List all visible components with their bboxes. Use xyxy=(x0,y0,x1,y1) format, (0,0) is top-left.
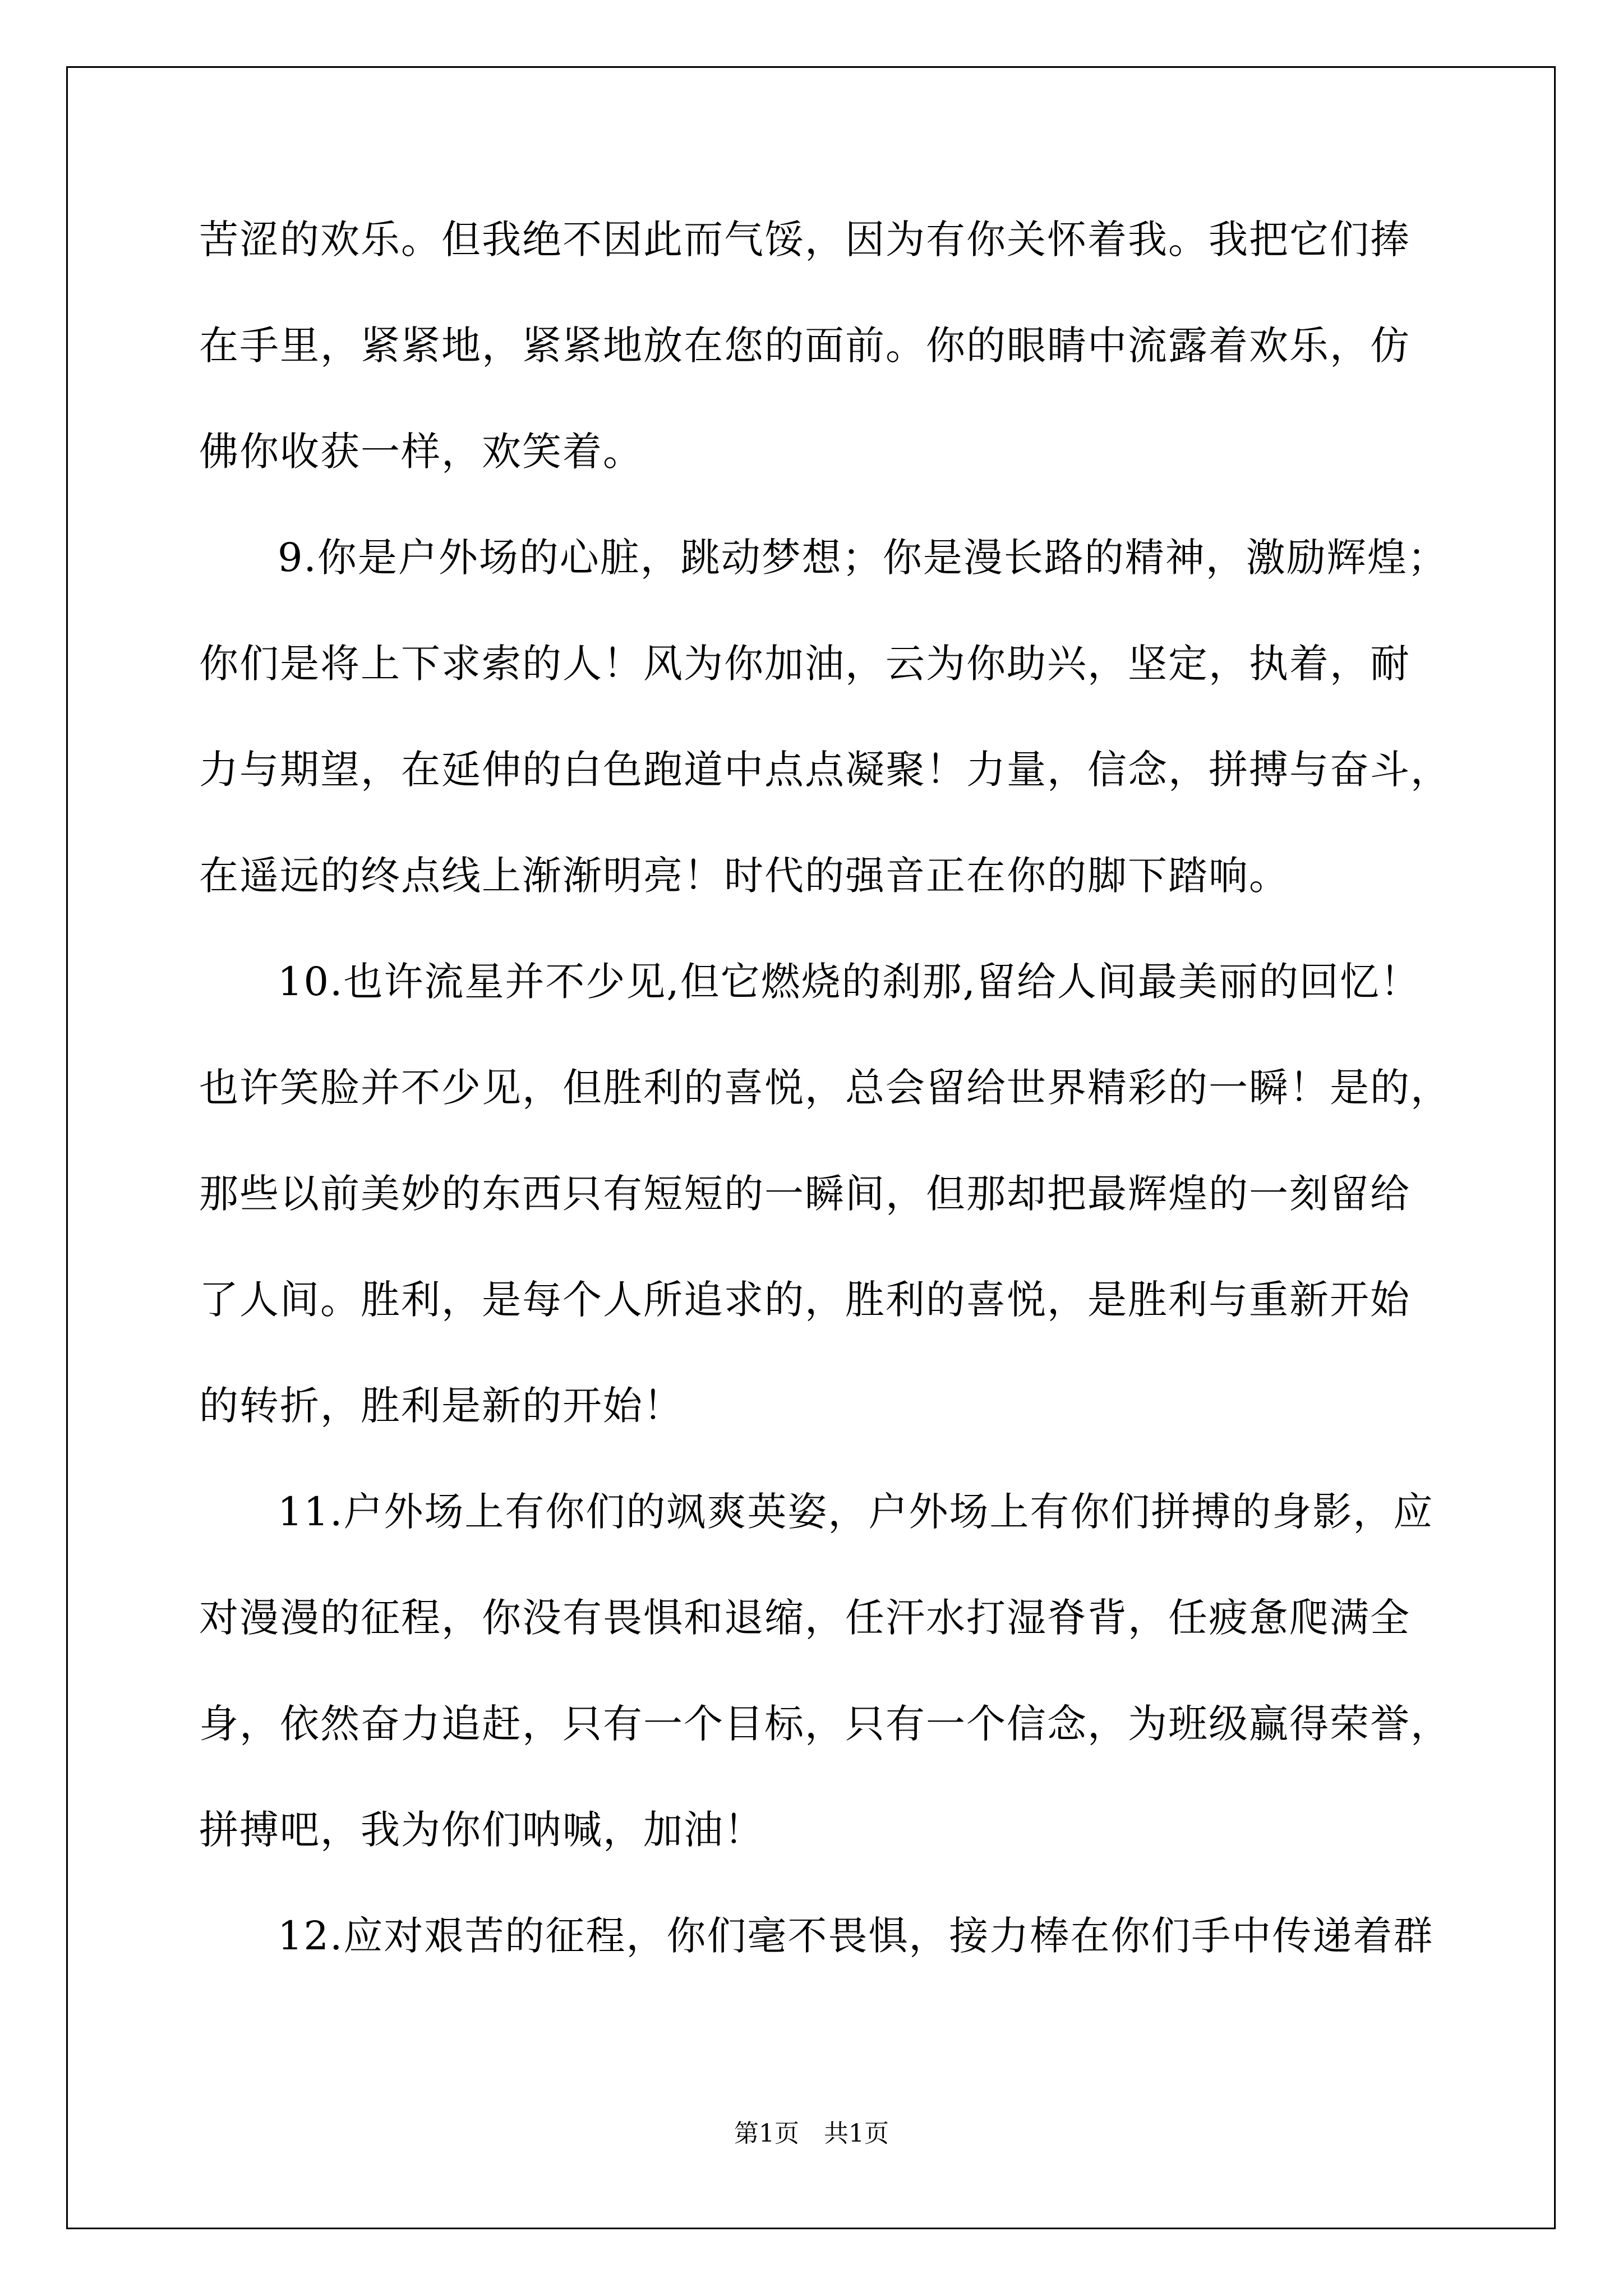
paragraph-first-line: 12.应对艰苦的征程，你们毫不畏惧，接力棒在你们手中传递着群 xyxy=(278,1913,1434,1959)
paragraph-first-line: 9.你是户外场的心脏，跳动梦想；你是漫长路的精神，激励辉煌； xyxy=(278,535,1448,581)
page-footer xyxy=(0,2118,1623,2150)
text-line: 你们是将上下求索的人！风为你加油，云为你助兴，坚定，执着，耐 xyxy=(199,641,1410,687)
paragraph-first-line: 10.也许流星并不少见,但它燃烧的刹那,留给人间最美丽的回忆！ xyxy=(278,959,1421,1005)
text-line: 在手里，紧紧地，紧紧地放在您的面前。你的眼睛中流露着欢乐，仿 xyxy=(199,323,1410,369)
text-line: 佛你收获一样，欢笑着。 xyxy=(199,429,643,475)
text-line: 苦涩的欢乐。但我绝不因此而气馁，因为有你关怀着我。我把它们捧 xyxy=(199,217,1410,263)
text-line: 也许笑脸并不少见，但胜利的喜悦，总会留给世界精彩的一瞬！是的， xyxy=(199,1065,1451,1111)
text-line: 在遥远的终点线上渐渐明亮！时代的强音正在你的脚下踏响。 xyxy=(199,853,1289,899)
page-number-label: 第1页 共1页 xyxy=(734,2119,889,2148)
text-line: 身，依然奋力追赶，只有一个目标，只有一个信念，为班级赢得荣誉， xyxy=(199,1701,1451,1747)
text-line: 对漫漫的征程，你没有畏惧和退缩，任汗水打湿脊背，任疲惫爬满全 xyxy=(199,1595,1410,1641)
text-line: 了人间。胜利，是每个人所追求的，胜利的喜悦，是胜利与重新开始 xyxy=(199,1277,1410,1323)
document-body xyxy=(199,213,1451,1963)
text-line: 那些以前美妙的东西只有短短的一瞬间，但那却把最辉煌的一刻留给 xyxy=(199,1171,1410,1217)
text-line: 拼搏吧，我为你们呐喊，加油！ xyxy=(199,1807,764,1853)
text-line: 的转折，胜利是新的开始！ xyxy=(199,1383,684,1429)
text-line: 力与期望，在延伸的白色跑道中点点凝聚！力量，信念，拼搏与奋斗， xyxy=(199,747,1451,793)
paragraph-first-line: 11.户外场上有你们的飒爽英姿，户外场上有你们拼搏的身影，应 xyxy=(278,1489,1434,1535)
